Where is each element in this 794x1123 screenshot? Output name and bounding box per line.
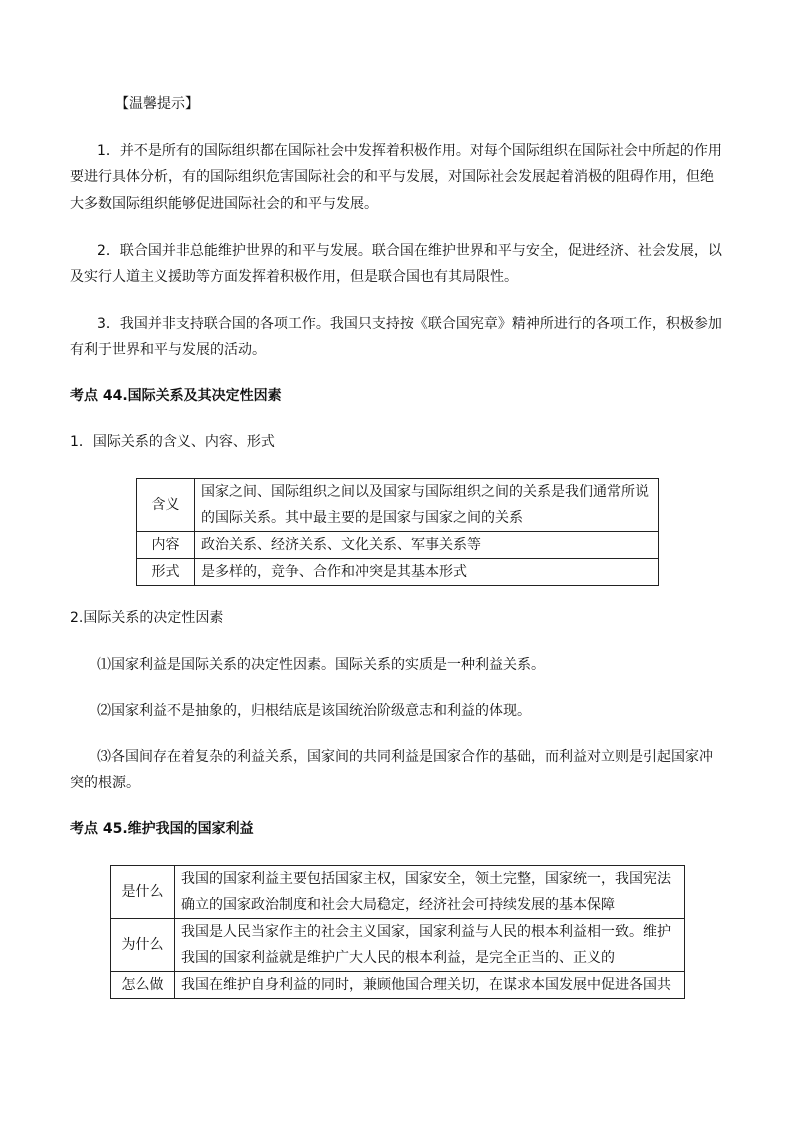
row-value (195, 559, 659, 586)
point-1: ⑴国家利益是国际关系的决定性因素。国际关系的实质是一种利益关系。 (97, 657, 545, 673)
row-key: 是什么 (111, 866, 175, 919)
row-key: 含义 (137, 479, 195, 532)
table-row (111, 866, 685, 919)
row-value-line: 政治关系、经济关系、文化关系、军事关系等 (201, 537, 481, 553)
row-value-line: 是多样的，竞争、合作和冲突是其基本形式 (201, 564, 467, 580)
row-value (175, 919, 685, 972)
row-key: 为什么 (111, 919, 175, 972)
row-value-line: 我国的国家利益主要包括国家主权，国家安全，领土完整，国家统一，我国宪法 (181, 871, 671, 887)
row-value-line: 我国的国家利益就是维护广大人民的根本利益，是完全正当的、正义的 (181, 950, 615, 966)
row-value (195, 479, 659, 532)
tip-2-line-2: 及实行人道主义援助等方面发挥着积极作用，但是联合国也有其局限性。 (70, 269, 518, 285)
section-44-sub2: 2.国际关系的决定性因素 (70, 610, 224, 626)
point-2: ⑵国家利益不是抽象的，归根结底是该国统治阶级意志和利益的体现。 (97, 703, 531, 719)
interest-table (110, 865, 685, 999)
tip-3-line-2: 有利于世界和平与发展的活动。 (70, 342, 266, 358)
table-row (137, 559, 659, 586)
point-3-line-1: ⑶各国间存在着复杂的利益关系，国家间的共同利益是国家合作的基础，而利益对立则是引起国家冲 (97, 749, 713, 765)
tip-3-line-1: 3．我国并非支持联合国的各项工作。我国只支持按《联合国宪章》精神所进行的各项工作，积极参加 (97, 316, 722, 332)
row-value-line: 国家之间、国际组织之间以及国家与国际组织之间的关系是我们通常所说 (201, 484, 649, 500)
row-value-line: 我国是人民当家作主的社会主义国家，国家利益与人民的根本利益相一致。维护 (181, 924, 671, 940)
row-value-line: 确立的国家政治制度和社会大局稳定，经济社会可持续发展的基本保障 (181, 897, 615, 913)
section-45-title: 考点 45.维护我国的国家利益 (70, 821, 254, 837)
section-44-title: 考点 44.国际关系及其决定性因素 (70, 388, 282, 404)
row-key: 怎么做 (111, 972, 175, 999)
tip-2-line-1: 2．联合国并非总能维护世界的和平与发展。联合国在维护世界和平与安全，促进经济、社会发展，以 (97, 243, 722, 259)
table-row (111, 972, 685, 999)
table-row (111, 919, 685, 972)
section-44-sub1: 1．国际关系的含义、内容、形式 (70, 434, 275, 450)
row-value-line: 的国际关系。其中最主要的是国家与国家之间的关系 (201, 510, 523, 526)
row-value (175, 866, 685, 919)
row-key: 形式 (137, 559, 195, 586)
row-value (195, 532, 659, 559)
table-row (137, 479, 659, 532)
tip-1-line-3: 大多数国际组织能够促进国际社会的和平与发展。 (70, 196, 378, 212)
row-value-line: 我国在维护自身利益的同时，兼顾他国合理关切，在谋求本国发展中促进各国共 (181, 977, 671, 993)
row-key: 内容 (137, 532, 195, 559)
tip-1-line-2: 要进行具体分析，有的国际组织危害国际社会的和平与发展，对国际社会发展起着消极的阻碍作用，但绝 (70, 169, 714, 185)
tip-1-line-1: 1．并不是所有的国际组织都在国际社会中发挥着积极作用。对每个国际组织在国际社会中所起的作用 (97, 143, 722, 159)
tip-heading: 【温馨提示】 (115, 96, 199, 112)
table-row (137, 532, 659, 559)
row-value (175, 972, 685, 999)
point-3-line-2: 突的根源。 (70, 775, 140, 791)
relations-table (136, 478, 659, 586)
